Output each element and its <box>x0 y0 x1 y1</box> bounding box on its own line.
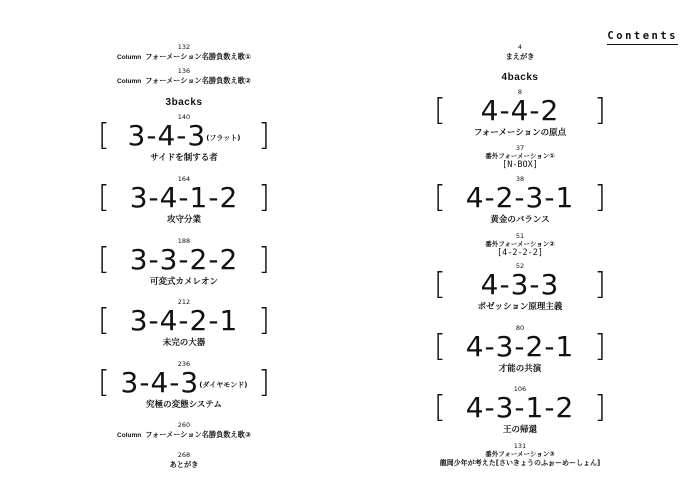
column-label: Column <box>117 78 142 85</box>
formation-label: 4-3-3 <box>480 268 560 301</box>
page-number: 212 <box>177 298 191 306</box>
page-number: 131 <box>513 442 527 450</box>
extra-formation-label: 番外フォーメーション③ <box>485 450 555 458</box>
formation-title: 黄金のバランス <box>490 215 550 225</box>
left-bracket: [ <box>98 242 110 277</box>
page-number: 164 <box>177 175 191 183</box>
formation-label: 4-3-2-1 <box>465 330 575 363</box>
left-bracket: [ <box>434 93 446 128</box>
page-number: 37 <box>515 144 525 152</box>
extra-formation-name[interactable]: [N-BOX] <box>502 160 538 170</box>
page-number: 4 <box>517 43 523 51</box>
formation-label: 3-3-2-2 <box>129 243 239 276</box>
column-entry-1[interactable] <box>84 52 284 62</box>
formation-entry[interactable] <box>84 118 284 153</box>
formation-title: フォーメーションの原点 <box>473 128 567 138</box>
formation-title: 攻守分業 <box>166 215 201 225</box>
page-number: 38 <box>515 175 525 183</box>
extra-formation-label: 番外フォーメーション② <box>485 240 555 248</box>
right-bracket: ] <box>594 93 606 128</box>
formation-title: 究極の変態システム <box>146 400 222 410</box>
extra-formation-name[interactable]: 龍岡少年が考えた[さいきょうのふぉーめーしょん] <box>439 459 601 467</box>
section-heading-4backs: 4backs <box>501 72 539 83</box>
formation-entry[interactable] <box>420 180 620 215</box>
right-bracket: ] <box>594 180 606 215</box>
page-number: 132 <box>177 43 191 51</box>
extra-formation-name[interactable]: [4-2-2-2] <box>496 248 544 258</box>
page-number: 136 <box>177 67 191 75</box>
column-title: フォーメーション名勝負数え歌② <box>145 76 251 85</box>
formation-title: 王の帰還 <box>502 425 537 435</box>
section-heading-3backs: 3backs <box>165 97 203 108</box>
right-bracket: ] <box>594 390 606 425</box>
left-bracket: [ <box>434 329 446 364</box>
formation-entry[interactable] <box>84 365 284 400</box>
formation-entry[interactable] <box>420 329 620 364</box>
page-number: 260 <box>177 421 191 429</box>
page-number: 188 <box>177 237 191 245</box>
formation-label: 4-2-3-1 <box>465 181 575 214</box>
right-bracket: ] <box>258 118 270 153</box>
column-entry-3[interactable] <box>84 430 284 440</box>
right-bracket: ] <box>594 329 606 364</box>
page-number: 51 <box>515 232 525 240</box>
formation-label: 4-4-2 <box>480 94 560 127</box>
afterword-entry[interactable]: あとがき <box>169 460 199 469</box>
formation-title: 可変式カメレオン <box>149 277 218 287</box>
page-number: 140 <box>177 113 191 121</box>
extra-formation-label: 番外フォーメーション① <box>485 152 555 160</box>
right-bracket: ] <box>594 267 606 302</box>
formation-entry[interactable] <box>420 93 620 128</box>
formation-label: 3-4-1-2 <box>129 181 239 214</box>
formation-label: 3-4-3$^{(ダイヤモンド)}$ <box>120 366 248 399</box>
page-number: 268 <box>177 451 191 459</box>
column-label: Column <box>117 54 142 61</box>
page-number: 80 <box>515 324 525 332</box>
right-bracket: ] <box>258 303 270 338</box>
page-number: 106 <box>513 385 527 393</box>
formation-title: サイドを制する者 <box>150 153 218 163</box>
formation-title: 才能の共演 <box>498 364 542 374</box>
left-bracket: [ <box>98 303 110 338</box>
formation-entry[interactable] <box>420 390 620 425</box>
column-label: Column <box>117 432 142 439</box>
column-entry-2[interactable] <box>84 76 284 86</box>
left-bracket: [ <box>434 390 446 425</box>
page-number: 8 <box>517 88 523 96</box>
right-bracket: ] <box>258 180 270 215</box>
formation-label: 3-4-3$^{(フラット)}$ <box>127 119 241 152</box>
formation-label: 3-4-2-1 <box>129 304 239 337</box>
left-bracket: [ <box>434 180 446 215</box>
column-title: フォーメーション名勝負数え歌① <box>145 52 251 61</box>
contents-heading: Contents <box>607 30 678 45</box>
formation-title: ポゼッション原理主義 <box>477 302 563 312</box>
formation-entry[interactable] <box>84 242 284 277</box>
formation-entry[interactable] <box>84 180 284 215</box>
right-bracket: ] <box>258 242 270 277</box>
left-bracket: [ <box>434 267 446 302</box>
left-bracket: [ <box>98 365 110 400</box>
formation-label: 4-3-1-2 <box>465 391 575 424</box>
formation-entry[interactable] <box>84 303 284 338</box>
left-bracket: [ <box>98 118 110 153</box>
preface-entry[interactable]: まえがき <box>505 52 535 61</box>
right-bracket: ] <box>258 365 270 400</box>
page-number: 52 <box>515 262 525 270</box>
formation-title: 未完の大器 <box>162 338 206 348</box>
page-number: 236 <box>177 360 191 368</box>
left-bracket: [ <box>98 180 110 215</box>
formation-entry[interactable] <box>420 267 620 302</box>
column-title: フォーメーション名勝負数え歌③ <box>145 430 251 439</box>
